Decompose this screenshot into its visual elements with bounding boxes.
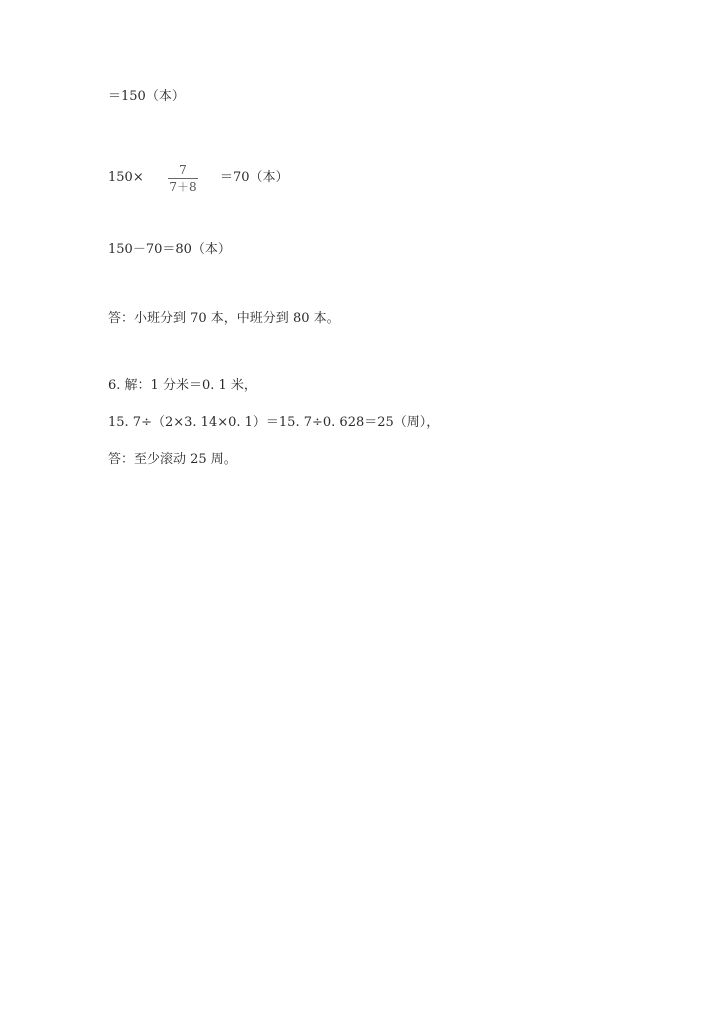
solution-line-total: ＝150（本） — [108, 89, 185, 104]
answer-line-books: 答：小班分到 70 本，中班分到 80 本。 — [108, 311, 340, 326]
solution-line-subtract: 150－70＝80（本） — [108, 242, 231, 257]
solution-line-multiply-result: ＝70（本） — [220, 170, 289, 185]
fraction-bar — [168, 178, 198, 179]
fraction-seven-over-fifteen — [168, 163, 198, 194]
solution-line-multiply: 150× — [108, 170, 144, 185]
fraction-denominator: 7＋8 — [169, 180, 197, 194]
fraction-numerator: 7 — [179, 163, 187, 177]
problem-6-unit-conversion: 6. 解：1 分米＝0. 1 米， — [108, 378, 257, 393]
answer-line-rotations: 答：至少滚动 25 周。 — [108, 452, 237, 467]
problem-6-calculation: 15. 7÷（2×3. 14×0. 1）＝15. 7÷0. 628＝25（周）， — [108, 415, 440, 430]
